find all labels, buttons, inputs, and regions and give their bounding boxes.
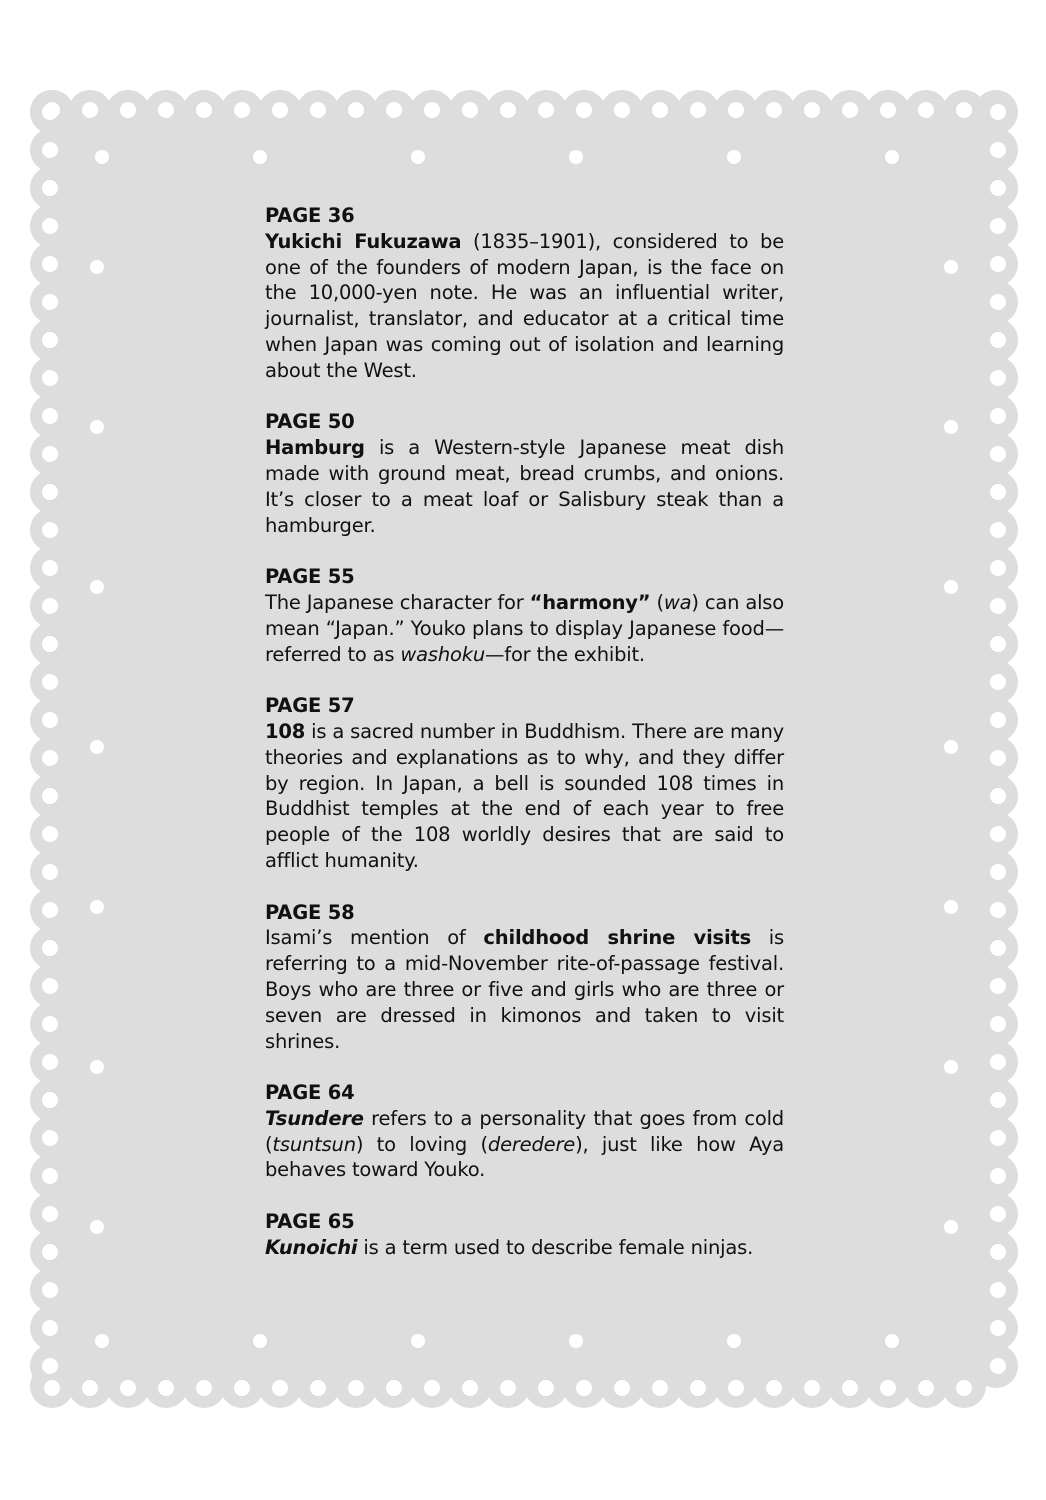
note-text: The Japanese character for: [265, 590, 530, 614]
note-term: childhood shrine visits: [483, 926, 751, 950]
note-text: is a Western-style Japanese meat dish made with ground meat, bread crumbs, and onions. It’s closer to a meat loaf or Salisbury steak than a hamburger.: [265, 436, 784, 537]
note-page-50: [265, 409, 784, 538]
note-body: [265, 1106, 784, 1183]
note-term: 108: [265, 719, 306, 743]
note-text: Isami’s mention of: [265, 926, 484, 950]
note-text: ), just like how Aya behaves toward Youko.: [265, 1132, 784, 1182]
note-text: —for the exhibit.: [484, 642, 645, 666]
note-italic-term: deredere: [487, 1132, 576, 1156]
note-term: “harmony”: [529, 590, 651, 614]
note-body: [265, 719, 784, 874]
note-term: Kunoichi: [265, 1235, 358, 1259]
note-text: (: [650, 590, 664, 614]
note-page-label: PAGE 58: [265, 900, 355, 924]
note-term: Hamburg: [265, 436, 365, 460]
note-page-57: [265, 693, 784, 874]
note-page-label: PAGE 64: [265, 1081, 355, 1105]
note-page-label: PAGE 50: [265, 410, 355, 434]
note-page-label: PAGE 57: [265, 694, 355, 718]
note-italic-term: wa: [663, 590, 692, 614]
note-italic-term: washoku: [400, 642, 485, 666]
note-text: is referring to a mid-November rite-of-passage festival. Boys who are three or five and girls who are three or seven are dressed in kimonos and taken to visit shrines.: [265, 926, 784, 1053]
note-text: ) can also mean “Japan.” Youko plans to display Japanese food—referred to as: [265, 590, 784, 666]
note-page-65: [265, 1209, 784, 1261]
note-page-58: [265, 900, 784, 1055]
note-text: is a sacred number in Buddhism. There are many theories and explanations as to why, and they differ by region. In Japan, a bell is sounded 108 times in Buddhist temples at the end of each year to free people of the 108 worldly desires that are said to afflict humanity.: [265, 719, 784, 872]
note-body: [265, 229, 784, 384]
note-term: Yukichi Fukuzawa: [265, 229, 462, 253]
note-page-64: [265, 1080, 784, 1183]
note-page-label: PAGE 65: [265, 1210, 355, 1234]
note-page-label: PAGE 55: [265, 565, 355, 589]
note-text: ) to loving (: [355, 1132, 488, 1156]
note-text: refers to a personality that goes from cold (: [265, 1106, 784, 1156]
note-text: is a term used to describe female ninjas.: [357, 1235, 754, 1259]
note-body: [265, 1235, 784, 1261]
note-page-36: [265, 203, 784, 384]
note-italic-term: tsuntsun: [272, 1132, 356, 1156]
note-term: Tsundere: [265, 1106, 364, 1130]
note-body: [265, 925, 784, 1054]
note-page-label: PAGE 36: [265, 204, 355, 227]
note-body: [265, 435, 784, 538]
note-body: [265, 590, 784, 667]
note-page-55: [265, 564, 784, 667]
translation-notes: [265, 203, 784, 1286]
note-text: (1835–1901), considered to be one of the founders of modern Japan, is the face on the 10,000-yen note. He was an influential writer, journalist, translator, and educator at a critical time when Japan was coming out of isolation and learning about the West.: [265, 229, 784, 382]
